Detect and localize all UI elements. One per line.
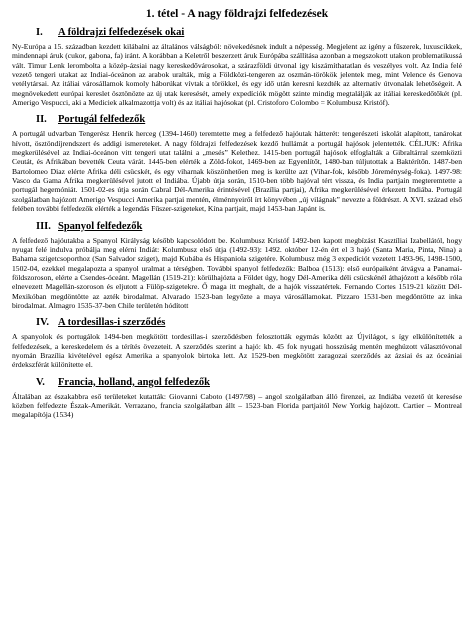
section-spanyol — [12, 221, 462, 311]
section-portugal — [12, 114, 462, 213]
section-title: A tordesillas-i szerződés — [58, 317, 166, 329]
section-number: V. — [36, 376, 45, 388]
section-title: Portugál felfedezők — [58, 114, 146, 126]
section-number: IV. — [36, 317, 49, 329]
section-paragraph: A spanyolok és portugálok 1494-ben megkötött tordesillas-i szerződésben felosztották egymás között az Újvilágot, s így elkülönítették a felfedezések, a kereskedelem és a térítés övezeteit. A szerződés szerint a hajó: kb. 45 fok nyugati hosszúság mentén meghúzott választóvonal nyomán Brazília kivételével egész Amerika a spanyolok birtoka lett. Az 1529-ben megkötött zaragozai szerződés az ázsiai és az óceániai érdekszférát különítette el. — [12, 332, 462, 370]
section-number: III. — [36, 220, 51, 232]
section-paragraph: Ny-Európa a 15. században kezdett kilábalni az általános válságból: növekedésnek indult a népesség. Megjelent az igény a fűszerek, luxuscikkek, mindennapi áruk (cukor, gabona, fa) iránt. A korábban a Keletről beszerzett áruk Európába szállítása azonban a megszokott utakon problematikussá vált. Timur Lenk lerombolta a közép-ázsiai nagy kereskedővárosokat, a szárazföldi útvonal igy kiszámíthatatlan és veszélyes volt. Az India felé vezető tengeri utakat az Indiai-óceánon az arabok uralták, míg a Földközi-tengeren az oszmán-törökök jelentek meg, mint Velence és Genova vetélytársai. Az itáliai városállamok komoly háborúkat vívtak a törökkel, és egy idő után keresni kezdték az alternatív útvonalak lehetőségeit. A megnövekedett európai kereslet ösztönözte az új utak keresését, amely expedíciók mögött szinte mindig megtalálják az itáliai kereskedőtőkét (pl. Amerigo Vespucci, aki a Mediciek alkalmazottja volt) és az itáliai hajósokat (pl. Cristoforo Colombo = Kolumbusz Kristóf). — [12, 42, 462, 108]
section-title: Francia, holland, angol felfedezők — [58, 376, 210, 388]
section-paragraph: A portugál udvarban Tengerész Henrik herceg (1394-1460) teremtette meg a felfedező hajóutak hátterét: tengerészeti iskolát alapított, tanárokat hívott, ösztöndíjrendszert és addigi ismereteket. A nagy földrajzi felfedezések kezdő hullámát a portugál hajósok jelentették. CÉLJUK: Afrika megkerülésével az Indiai-óceánon vitt tengeri utat találni a „mesés” Kelethez. 1415-ben portugál hajósok elfoglalták a Gibraltárral szemközti Ceutát, és Afrikában bevették Ceuta várát. 1445-ben elérték a Zöld-fokot, 1469-ben az Egyenlítőt, 1480-ban túljutottak a Baktérítőn. 1487-ben Bartolomeo Diaz elérte Afrika déli csücskét, és egy viharnak köszönhetően meg is kerülte azt (Vihar-fok, később Jóreménység-foka). 1497-98: Vasco da Gama Afrika megkerülésével jutott el Indiába. Újabb útja során, 1510-ben több hajóval tért vissza, és India partjain megteremtette a portugál hegemóniát. 1501-02-es útja során Cabral Dél-Amerika érintésével (Brazília partjai), Afrika megkerülésével érkezett Indiába. Portugál szolgálatban hajózott Amerigo Vespucci Amerika partjai mentén, élménnyeiről írt könyvében „új világnak” nevezte a földrészt. A XVI. század első felében további felfedezők elérték a legendás Fűszer-szigeteket, Kína partjait, majd 1453-ban Japánt is. — [12, 129, 462, 214]
document-title: 1. tétel - A nagy földrajzi felfedezések — [145, 8, 329, 20]
section-paragraph: Általában az északabbra eső területeket kutatták: Giovanni Caboto (1497/98) – angol szolgálatban álló firenzei, az Indiába vezető út keresése közben felfedezte Észak-Amerikát. Verrazano, francia szolgálatban állt – 1523-ban Florida partjaitól New Yorkig hajózott. Cartier – Montreal megalapítója (1534) — [12, 391, 462, 420]
section-title: Spanyol felfedezők — [58, 220, 143, 232]
section-okok — [12, 27, 462, 107]
section-heading — [12, 377, 462, 388]
section-number: I. — [36, 27, 43, 38]
section-heading — [12, 27, 462, 38]
section-number: II. — [36, 114, 47, 126]
section-francia-holland-angol — [12, 377, 462, 420]
section-heading — [12, 221, 462, 232]
section-heading — [12, 114, 462, 125]
section-heading — [12, 317, 462, 328]
section-tordesillas — [12, 317, 462, 369]
section-paragraph: A felfedező hajóutakba a Spanyol Királyság később kapcsolódott be. Kolumbusz Kristóf 1492-ben kapott megbízást Kasztíliai Izabellától, hogy nyugat felé indulva próbálja meg elérni Indiát: Kolumbusz első útja (1492-93): 1492. október 12-én ért el 3 hajó (Santa Maria, Pinta, Nina) a Bahama szigetcsoporthoz (San Salvador sziget), majd Kubába és Hispaniola szigetére. Kolumbusz még 3 expedíciót vezetett 1493-96, 1498-1500, 1502-04, ezekkel megalapozta a spanyol uralmat a térségben. További spanyol felfedezők: Balboa (1513): első európaiként átvágva a Panamai-földszoroson, elérte a Csendes-óceánt. Magellán (1519-21): körülhajózta a Földet úgy, hogy Dél-Amerika déli csücskénél áthajózott a később róla elnevezett Magellán-szoroson és eljutott a Fülöp-szigetekre. Ő maga itt meghalt, de a hajók visszatértek. Fernando Cortes 1519-21 között Dél-Mexikóban megdöntötte az azték birodalmat. Alvarado 1523-ban legyőzte a maya városállamokat. Pizzaro 1531-ben megdöntötte az inka birodalmat. Almagro 1535-37-ben Chile területén hódított — [12, 235, 462, 310]
section-title: A földrajzi felfedezések okai — [58, 27, 185, 38]
